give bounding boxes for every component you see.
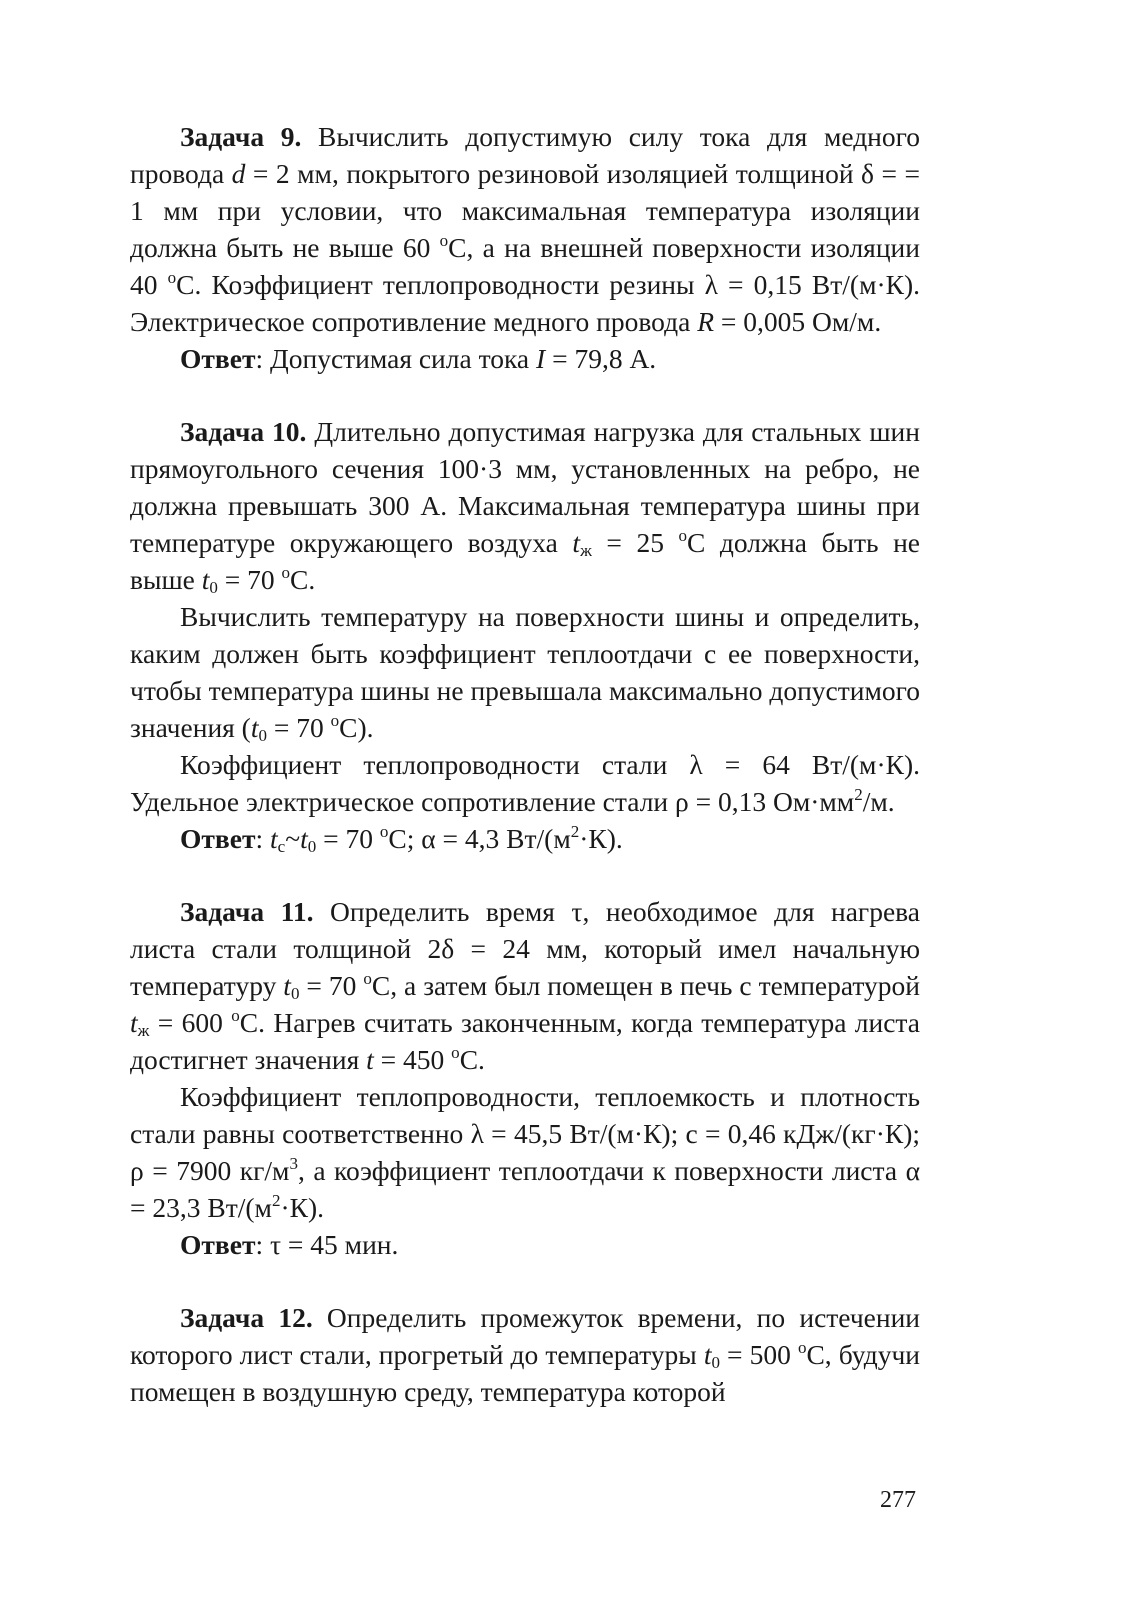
text-run: = 70 (217, 564, 282, 595)
problem-10-task (130, 598, 920, 746)
text-run: /м. (862, 786, 895, 817)
text-run: Коэффициент теплопроводности, теплоемкость и плотность стали равны соответственно λ = 45,5 Вт/(м·К); с = 0,46 кДж/(кг·К); ρ = 7900 кг/м (130, 1081, 920, 1186)
superscript: 2 (271, 1191, 281, 1210)
italic-symbol: t (201, 564, 210, 595)
superscript: о (281, 563, 291, 582)
text-run: : τ = 45 мин. (255, 1229, 399, 1260)
problem-9-answer (130, 340, 920, 377)
text-run: Определить время τ, необходимое для нагрева листа стали толщиной 2δ = 24 мм, который имел начальную температуру (130, 896, 920, 1001)
bold-label: Задача 10. (180, 416, 307, 447)
bold-label: Задача 12. (180, 1302, 313, 1333)
text-run: Длительно допустимая нагрузка для стальных шин прямоугольного сечения 100·3 мм, установленных на ребро, не должна превышать 300 А. Максимальная температура шины при температуре окружающего воздуха (130, 416, 920, 558)
superscript: о (678, 526, 688, 545)
text-run: ·К). (280, 1192, 325, 1223)
italic-symbol: t (269, 823, 278, 854)
text-run: = 70 (267, 712, 331, 743)
text-column (130, 118, 920, 1446)
text-run: С. (459, 1044, 485, 1075)
superscript: о (379, 822, 389, 841)
subscript: ж (580, 541, 592, 560)
text-run: С. (290, 564, 316, 595)
problem-10-answer (130, 820, 920, 857)
superscript: 2 (854, 785, 863, 804)
text-run: = 70 (316, 823, 380, 854)
subscript: 0 (209, 578, 218, 597)
text-run: С. Нагрев считать законченным, когда температура листа достигнет значения (130, 1007, 920, 1075)
superscript: 2 (570, 822, 580, 841)
problem-10 (130, 413, 920, 857)
subscript: ж (137, 1021, 150, 1040)
problem-12 (130, 1299, 920, 1410)
text-run: С должна быть не выше (130, 527, 920, 595)
text-run: : Допустимая сила тока (255, 343, 537, 374)
subscript: 0 (307, 837, 317, 856)
problem-10-statement (130, 413, 920, 598)
subscript: 0 (290, 984, 300, 1003)
italic-symbol: I (536, 343, 546, 374)
text-run: С, а затем был помещен в печь с температурой (371, 970, 920, 1001)
subscript: 0 (711, 1353, 720, 1372)
superscript: о (439, 231, 449, 250)
italic-symbol: t (250, 712, 259, 743)
italic-symbol: R (697, 306, 714, 337)
italic-symbol: t (300, 823, 308, 854)
italic-symbol: t (283, 970, 291, 1001)
superscript: о (451, 1043, 460, 1062)
text-run: = 79,8 А. (545, 343, 657, 374)
text-run: Определить промежуток времени, по истечении которого лист стали, прогретый до температуры (130, 1302, 921, 1370)
problem-12-statement (130, 1299, 920, 1410)
text-run: = 2 мм, покрытого резиновой изоляцией толщиной δ = = 1 мм при условии, что максимальная температура изоляции должна быть не выше 60 (130, 158, 921, 263)
italic-symbol: t (130, 1007, 138, 1038)
italic-symbol: t (572, 527, 581, 558)
superscript: 3 (289, 1154, 298, 1173)
text-run: С; α = 4,3 Вт/(м (388, 823, 571, 854)
text-run: = 25 (591, 527, 679, 558)
problem-11-answer (130, 1226, 920, 1263)
italic-symbol: t (703, 1339, 712, 1370)
text-run: С, а на внешней поверхности изоляции 40 (130, 232, 920, 300)
text-run: С). (339, 712, 374, 743)
text-run: : (255, 823, 270, 854)
italic-symbol: d (231, 158, 246, 189)
text-run: Вычислить температуру на поверхности шины и определить, каким должен быть коэффициент теплоотдачи с ее поверхности, чтобы температура шины не превышала максимально допустимого значения ( (130, 601, 920, 743)
bold-label: Ответ (180, 823, 256, 854)
bold-label: Ответ (180, 343, 256, 374)
text-run: = 600 (149, 1007, 232, 1038)
bold-label: Ответ (180, 1229, 256, 1260)
text-run: = 70 (299, 970, 364, 1001)
subscript: 0 (258, 726, 267, 745)
text-run: С. Коэффициент теплопроводности резины λ = 0,15 Вт/(м·К). Электрическое сопротивление медного провода (130, 269, 920, 337)
text-run: ~ (285, 823, 301, 854)
bold-label: Задача 11. (180, 896, 314, 927)
problem-11-given (130, 1078, 920, 1226)
text-run: = 500 (719, 1339, 798, 1370)
text-run: Коэффициент теплопроводности стали λ = 64 Вт/(м·К). Удельное электрическое сопротивление стали ρ = 0,13 Ом·мм (130, 749, 920, 817)
text-run: = 0,005 Ом/м. (714, 306, 882, 337)
bold-label: Задача 9. (180, 121, 302, 152)
problem-9 (130, 118, 920, 377)
problem-10-given (130, 746, 920, 820)
problem-9-statement (130, 118, 920, 340)
superscript: о (330, 711, 340, 730)
problem-11-statement (130, 893, 920, 1078)
italic-symbol: t (366, 1044, 374, 1075)
text-run: Вычислить допустимую силу тока для медного провода (130, 121, 920, 189)
text-run: = 450 (373, 1044, 452, 1075)
superscript: о (231, 1006, 240, 1025)
problem-11 (130, 893, 920, 1263)
superscript: о (363, 969, 372, 988)
superscript: о (797, 1338, 807, 1357)
superscript: о (167, 268, 177, 287)
text-run: , а коэффициент теплоотдачи к поверхности листа α = 23,3 Вт/(м (130, 1155, 920, 1223)
page-number: 277 (880, 1487, 916, 1513)
text-run: ·К). (579, 823, 623, 854)
subscript: с (277, 837, 286, 856)
text-run: С, будучи помещен в воздушную среду, температура которой (130, 1339, 921, 1407)
